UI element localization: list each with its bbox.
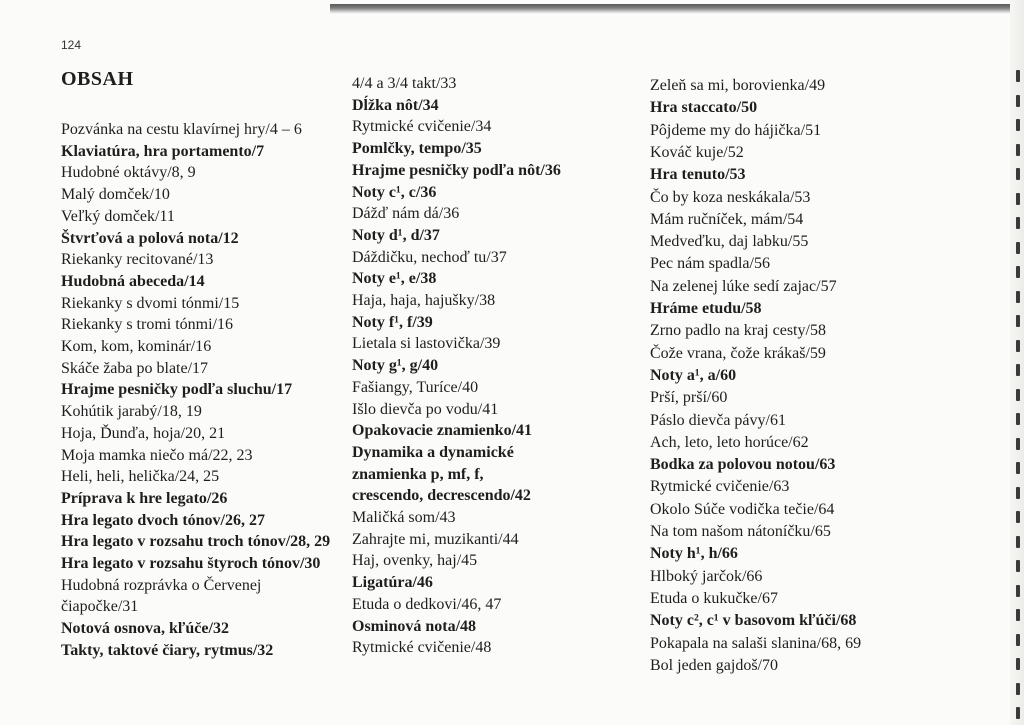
binding-hole bbox=[1016, 291, 1020, 303]
toc-entry: Veľký domček/11 bbox=[61, 207, 175, 225]
toc-entry: Príprava k hre legato/26 bbox=[61, 489, 228, 507]
page-number: 124 bbox=[61, 38, 82, 52]
toc-entry: Noty c¹, c/36 bbox=[352, 183, 437, 201]
binding-hole bbox=[1016, 560, 1020, 572]
toc-entry: Etuda o kukučke/67 bbox=[650, 589, 778, 607]
toc-entry: Haj, ovenky, haj/45 bbox=[352, 552, 478, 570]
binding-hole bbox=[1016, 364, 1020, 376]
toc-entry: Hra legato dvoch tónov/26, 27 bbox=[61, 511, 265, 529]
binding-hole bbox=[1016, 438, 1020, 450]
toc-entry: Riekanky s dvomi tónmi/15 bbox=[61, 294, 240, 312]
toc-entry: Hra legato v rozsahu štyroch tónov/30 bbox=[61, 555, 321, 572]
toc-entry: Notová osnova, kľúče/32 bbox=[61, 620, 229, 638]
binding-hole bbox=[1016, 315, 1020, 327]
toc-entry: Kováč kuje/52 bbox=[650, 143, 744, 161]
toc-entry: Štvrťová a polová nota/12 bbox=[61, 229, 239, 247]
toc-entry: Hudobná abeceda/14 bbox=[61, 272, 205, 290]
binding-hole bbox=[1016, 609, 1020, 621]
binding-hole bbox=[1016, 511, 1020, 523]
page-title: OBSAH bbox=[61, 68, 134, 90]
toc-entry: Mám ručníček, mám/54 bbox=[650, 210, 804, 228]
toc-entry: Na tom našom nátoníčku/65 bbox=[650, 523, 831, 540]
toc-entry: Okolo Súče vodička tečie/64 bbox=[650, 500, 835, 518]
binding-hole bbox=[1016, 242, 1020, 254]
toc-entry: Hudobná rozprávka o Červenej bbox=[61, 576, 262, 594]
binding-hole bbox=[1016, 193, 1020, 205]
toc-entry: Skáče žaba po blate/17 bbox=[61, 359, 209, 377]
toc-entry: Noty d¹, d/37 bbox=[352, 226, 440, 244]
toc-entry: Lietala si lastovička/39 bbox=[352, 335, 501, 353]
binding-hole bbox=[1016, 340, 1020, 352]
toc-entry: Heli, heli, helička/24, 25 bbox=[61, 468, 220, 486]
toc-entry: Išlo dievča po vodu/41 bbox=[352, 400, 499, 418]
toc-entry: Zrno padlo na kraj cesty/58 bbox=[650, 322, 826, 340]
toc-entry: Ach, leto, leto horúce/62 bbox=[650, 433, 809, 451]
toc-entry: Noty g¹, g/40 bbox=[352, 357, 439, 375]
toc-entry: Haja, haja, hajušky/38 bbox=[352, 292, 496, 309]
toc-entry: Hrajme pesničky podľa sluchu/17 bbox=[61, 381, 293, 399]
toc-entry: Hlboký jarčok/66 bbox=[650, 567, 763, 585]
toc-entry: Opakovacie znamienko/41 bbox=[352, 422, 533, 440]
binding-hole bbox=[1016, 536, 1020, 548]
binding-hole bbox=[1016, 389, 1020, 401]
toc-entry: Takty, taktové čiary, rytmus/32 bbox=[61, 641, 274, 659]
toc-entry: Hoja, Ďunďa, hoja/20, 21 bbox=[61, 424, 226, 442]
toc-entry: 4/4 a 3/4 takt/33 bbox=[352, 75, 457, 92]
toc-entry: Dĺžka nôt/34 bbox=[352, 96, 439, 114]
toc-entry: Hráme etudu/58 bbox=[650, 300, 762, 317]
toc-entry: Kom, kom, kominár/16 bbox=[61, 338, 212, 355]
toc-entry: Noty f¹, f/39 bbox=[352, 313, 433, 331]
toc-entry: Riekanky s tromi tónmi/16 bbox=[61, 316, 233, 334]
toc-entry: Moja mamka niečo má/22, 23 bbox=[61, 446, 253, 464]
toc-entry: Hudobné oktávy/8, 9 bbox=[61, 164, 196, 182]
toc-entry: Maličká som/43 bbox=[352, 509, 456, 526]
toc-entry: Dynamika a dynamické bbox=[352, 443, 514, 461]
binding-hole bbox=[1016, 634, 1020, 646]
binding-hole bbox=[1016, 217, 1020, 229]
toc-entry: Rytmické cvičenie/34 bbox=[352, 118, 492, 136]
toc-entry: Dáždičku, nechoď tu/37 bbox=[352, 248, 507, 266]
toc-entry: Prší, prší/60 bbox=[650, 389, 728, 407]
binding-hole bbox=[1016, 707, 1020, 719]
toc-entry: Noty h¹, h/66 bbox=[650, 545, 738, 563]
toc-entry: Noty e¹, e/38 bbox=[352, 270, 437, 288]
page-top-shadow bbox=[330, 4, 1020, 14]
toc-entry: Fašiangy, Turíce/40 bbox=[352, 378, 479, 396]
toc-entry: Čo by koza neskákala/53 bbox=[650, 188, 811, 206]
binding-hole bbox=[1016, 95, 1020, 107]
toc-entry: Pozvánka na cestu klavírnej hry/4 – 6 bbox=[61, 121, 302, 138]
toc-entry: Páslo dievča pávy/61 bbox=[650, 411, 786, 429]
toc-entry: Zeleň sa mi, borovienka/49 bbox=[650, 77, 826, 94]
binding-hole bbox=[1016, 70, 1020, 82]
toc-entry: Osminová nota/48 bbox=[352, 617, 477, 635]
binding-hole bbox=[1016, 144, 1020, 156]
toc-entry: Pôjdeme my do hájička/51 bbox=[650, 121, 822, 139]
toc-entry: crescendo, decrescendo/42 bbox=[352, 487, 531, 505]
toc-entry: Na zelenej lúke sedí zajac/57 bbox=[650, 277, 837, 295]
toc-entry: Hra tenuto/53 bbox=[650, 166, 746, 184]
toc-entry: Pomlčky, tempo/35 bbox=[352, 140, 482, 158]
toc-entry: Hra legato v rozsahu troch tónov/28, 29 bbox=[61, 533, 331, 551]
toc-entry: znamienka p, mf, f, bbox=[352, 465, 484, 483]
toc-entry: Noty a¹, a/60 bbox=[650, 366, 737, 384]
binding-hole bbox=[1016, 168, 1020, 180]
toc-entry: Bol jeden gajdoš/70 bbox=[650, 656, 778, 674]
toc-entry: čiapočke/31 bbox=[61, 598, 139, 616]
toc-entry: Malý domček/10 bbox=[61, 186, 170, 204]
binding-hole bbox=[1016, 266, 1020, 278]
toc-entry: Pec nám spadla/56 bbox=[650, 255, 770, 273]
toc-entry: Rytmické cvičenie/63 bbox=[650, 478, 790, 496]
toc-entry: Pokapala na salaši slanina/68, 69 bbox=[650, 634, 862, 652]
toc-entry: Čože vrana, čože krákaš/59 bbox=[650, 344, 826, 362]
toc-entry: Medveďku, daj labku/55 bbox=[650, 233, 809, 251]
binding-hole bbox=[1016, 119, 1020, 131]
binding-hole bbox=[1016, 683, 1020, 695]
toc-entry: Zahrajte mi, muzikanti/44 bbox=[352, 530, 519, 548]
toc-entry: Riekanky recitované/13 bbox=[61, 251, 214, 269]
toc-entry: Hrajme pesničky podľa nôt/36 bbox=[352, 161, 561, 179]
binding-hole bbox=[1016, 585, 1020, 597]
toc-entry: Rytmické cvičenie/48 bbox=[352, 639, 492, 657]
toc-entry: Hra staccato/50 bbox=[650, 99, 758, 117]
toc-entry: Noty c², c¹ v basovom kľúči/68 bbox=[650, 612, 857, 630]
toc-entry: Etuda o dedkovi/46, 47 bbox=[352, 595, 502, 613]
toc-entry: Klaviatúra, hra portamento/7 bbox=[61, 142, 265, 160]
toc-entry: Ligatúra/46 bbox=[352, 574, 433, 592]
toc-entry: Kohútik jarabý/18, 19 bbox=[61, 403, 202, 421]
binding-hole bbox=[1016, 487, 1020, 499]
binding-hole bbox=[1016, 462, 1020, 474]
binding-hole bbox=[1016, 658, 1020, 670]
spiral-binding bbox=[1010, 0, 1024, 725]
toc-entry: Dážď nám dá/36 bbox=[352, 205, 460, 223]
toc-entry: Bodka za polovou notou/63 bbox=[650, 456, 836, 474]
binding-hole bbox=[1016, 413, 1020, 425]
